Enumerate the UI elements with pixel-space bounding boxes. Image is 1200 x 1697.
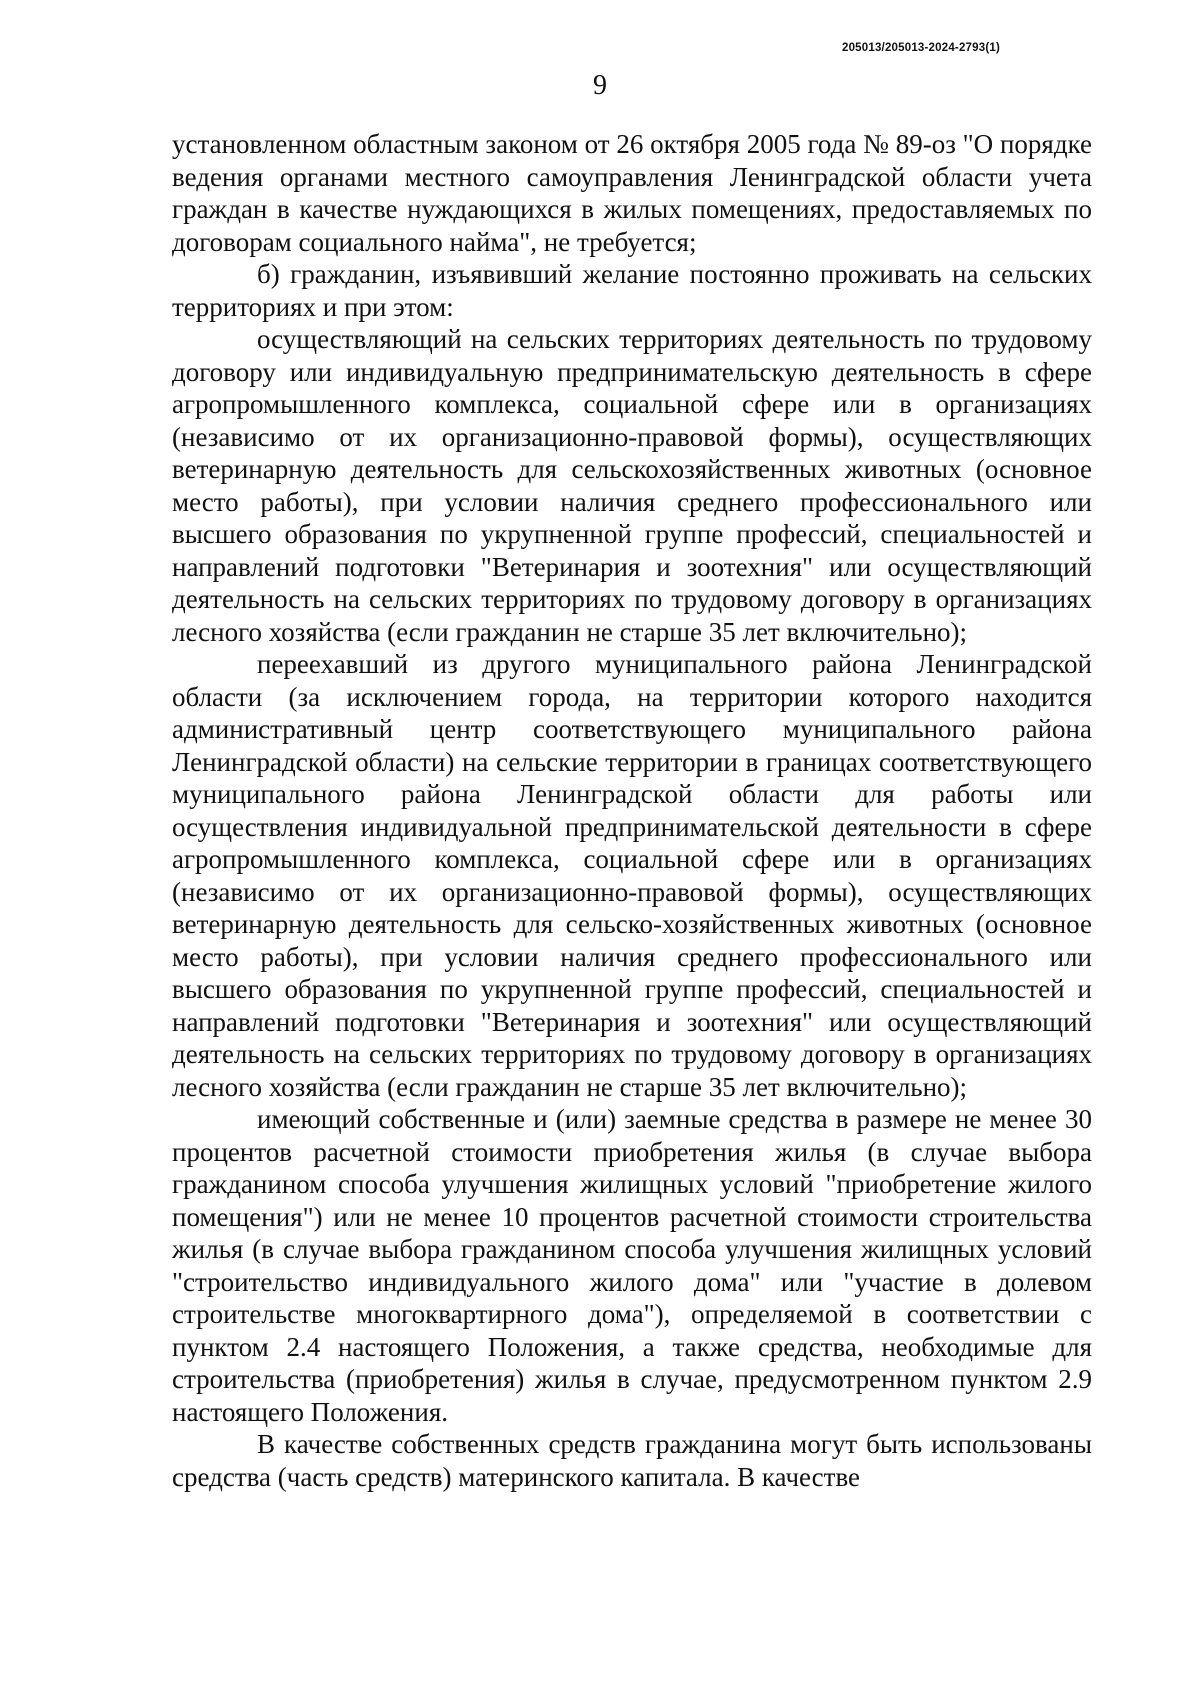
document-body: [172, 128, 1092, 1493]
paragraph-1: установленном областным законом от 26 октября 2005 года № 89-оз "О порядке ведения органами местного самоуправления Ленинградской области учета граждан в качестве нуждающихся в жилых помещениях, предоставляемых по договорам социального найма", не требуется;: [172, 129, 1092, 257]
paragraph-2: б) гражданин, изъявивший желание постоянно проживать на сельских территориях и при этом:: [172, 259, 1092, 322]
document-id: 205013/205013-2024-2793(1): [841, 42, 1000, 54]
paragraph-4: переехавший из другого муниципального района Ленинградской области (за исключением города, на территории которого находится административный центр соответствующего муниципального района Ленинградской области) на сельские территории в границах соответствующего муниципального района Ленинградской области для работы или осуществления индивидуальной предпринимательской деятельности в сфере агропромышленного комплекса, социальной сфере или в организациях (независимо от их организационно-правовой формы), осуществляющих ветеринарную деятельность для сельско-хозяйственных животных (основное место работы), при условии наличия среднего профессионального или высшего образования по укрупненной группе профессий, специальностей и направлений подготовки "Ветеринария и зоотехния" или осуществляющий деятельность на сельских территориях по трудовому договору в организациях лесного хозяйства (если гражданин не старше 35 лет включительно);: [172, 649, 1092, 1102]
page-number: 9: [593, 70, 607, 101]
paragraph-6: В качестве собственных средств гражданина могут быть использованы средства (часть средств) материнского капитала. В качестве: [172, 1429, 1092, 1492]
paragraph-5: имеющий собственные и (или) заемные средства в размере не менее 30 процентов расчетной стоимости приобретения жилья (в случае выбора гражданином способа улучшения жилищных условий "приобретение жилого помещения") или не менее 10 процентов расчетной стоимости строительства жилья (в случае выбора гражданином способа улучшения жилищных условий "строительство индивидуального жилого дома" или "участие в долевом строительстве многоквартирного дома"), определяемой в соответствии с пунктом 2.4 настоящего Положения, а также средства, необходимые для строительства (приобретения) жилья в случае, предусмотренном пунктом 2.9 настоящего Положения.: [172, 1104, 1092, 1427]
paragraph-3: осуществляющий на сельских территориях деятельность по трудовому договору или индивидуальную предпринимательскую деятельность в сфере агропромышленного комплекса, социальной сфере или в организациях (независимо от их организационно-правовой формы), осуществляющих ветеринарную деятельность для сельскохозяйственных животных (основное место работы), при условии наличия среднего профессионального или высшего образования по укрупненной группе профессий, специальностей и направлений подготовки "Ветеринария и зоотехния" или осуществляющий деятельность на сельских территориях по трудовому договору в организациях лесного хозяйства (если гражданин не старше 35 лет включительно);: [172, 324, 1092, 647]
